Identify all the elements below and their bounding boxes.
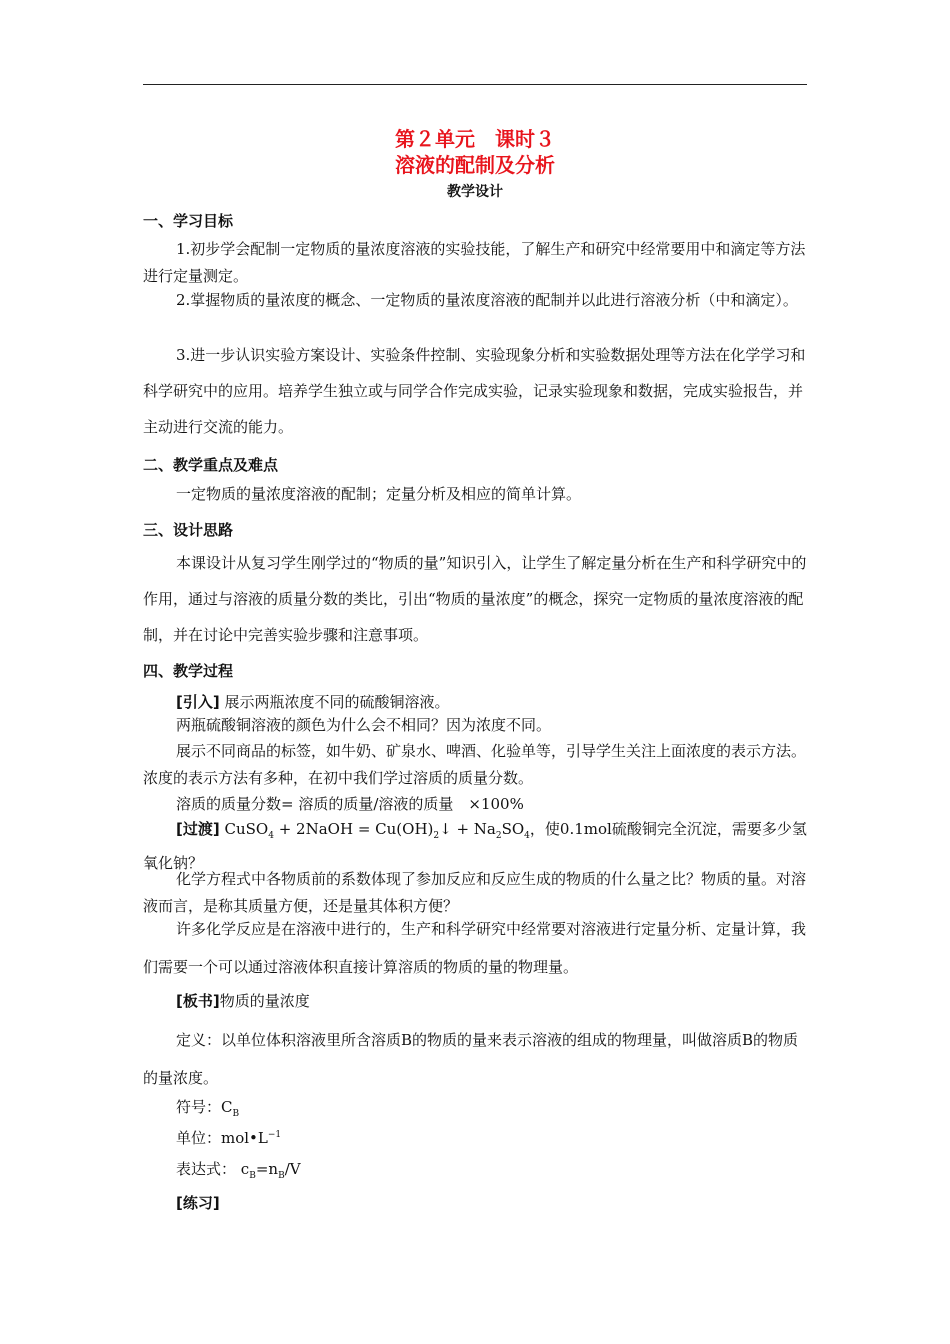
intro-text: 展示两瓶浓度不同的硫酸铜溶液。: [224, 693, 450, 711]
mass-fraction-formula: 溶质的质量分数= 溶质的质量/溶液的质量 ×100%: [176, 795, 524, 813]
objective-2: 2.掌握物质的量浓度的概念、一定物质的量浓度溶液的配制并以此进行溶液分析（中和滴定）。: [176, 291, 798, 309]
symbol-label: 符号：C: [176, 1098, 233, 1116]
expr-eq: =n: [255, 1160, 279, 1178]
eq-mid1: + 2NaOH = Cu(OH): [273, 820, 434, 838]
eq-sub-2: 2: [433, 831, 440, 841]
header-rule: [143, 84, 807, 85]
symbol-line: [176, 1096, 239, 1119]
expr-c: c: [240, 1160, 250, 1178]
board-tag: [板书]: [176, 992, 220, 1010]
coefficient-paragraph: 化学方程式中各物质前的系数体现了参加反应和反应生成的物质的什么量之比？物质的量。对溶液而言，是称其质量方便，还是量其体积方便？: [143, 870, 807, 915]
objective-3: 3.进一步认识实验方案设计、实验条件控制、实验现象分析和实验数据处理等方法在化学学习和科学研究中的应用。培养学生独立或与同学合作完成实验，记录实验现象和数据，完成实验报告，并主动进行交流的能力。: [143, 346, 806, 436]
expr-sub-2: B: [278, 1171, 285, 1181]
many-reactions-paragraph: 许多化学反应是在溶液中进行的，生产和科学研究中经常要对溶液进行定量分析、定量计算，我们需要一个可以通过溶液体积直接计算溶质的物质的量的物理量。: [143, 920, 807, 976]
eq-cuso: CuSO: [224, 820, 269, 838]
board-line: [176, 990, 310, 1011]
board-text: 物质的量浓度: [219, 992, 310, 1010]
expression-line: [176, 1158, 301, 1181]
eq-sub-4b: 4: [524, 831, 530, 841]
expr-sub-1: B: [249, 1171, 256, 1181]
section-heading-keypoints: 二、教学重点及难点: [143, 456, 279, 474]
eq-sub-2b: 2: [495, 831, 502, 841]
unit-label: 单位：mol•L: [176, 1129, 268, 1147]
keypoints-text: 一定物质的量浓度溶液的配制；定量分析及相应的简单计算。: [176, 485, 582, 503]
design-text: 本课设计从复习学生刚学过的“物质的量”知识引入，让学生了解定量分析在生产和科学研究中的作用，通过与溶液的质量分数的类比，引出“物质的量浓度”的概念，探究一定物质的量浓度溶液的配制，并在讨论中完善实验步骤和注意事项。: [143, 554, 807, 644]
intro-line: [176, 691, 450, 712]
page-subtitle-topic: 溶液的配制及分析: [395, 153, 555, 177]
practice-tag: [练习]: [176, 1194, 220, 1212]
color-question: 两瓶硫酸铜溶液的颜色为什么会不相同？因为浓度不同。: [176, 716, 552, 734]
definition-paragraph: 定义：以单位体积溶液里所含溶质B的物质的量来表示溶液的组成的物理量，叫做溶质B的物质的量浓度。: [143, 1031, 799, 1087]
objective-1: 1.初步学会配制一定物质的量浓度溶液的实验技能，了解生产和研究中经常要用中和滴定等方法进行定量测定。: [143, 240, 806, 285]
expr-label: 表达式：: [176, 1160, 237, 1178]
section-heading-design: 三、设计思路: [143, 521, 234, 539]
eq-tail: ，使0.1mol硫酸铜完全沉淀，需要多少氢氧化钠？: [143, 820, 807, 872]
page-title: 第２单元 课时３: [395, 127, 555, 151]
intro-tag: [引入]: [176, 693, 220, 711]
expr-tail: /V: [284, 1160, 301, 1178]
unit-line: [176, 1127, 281, 1148]
section-heading-process: 四、教学过程: [143, 662, 234, 680]
eq-so: SO: [501, 820, 525, 838]
unit-sup: −1: [267, 1130, 282, 1140]
eq-mid2: ↓ + Na: [439, 820, 496, 838]
section-heading-objectives: 一、学习目标: [143, 212, 234, 230]
transition-tag: [过渡]: [176, 820, 220, 838]
labels-paragraph: 展示不同商品的标签，如牛奶、矿泉水、啤酒、化验单等，引导学生关注上面浓度的表示方法。浓度的表示方法有多种，在初中我们学过溶质的质量分数。: [143, 742, 807, 787]
doc-type-label: 教学设计: [447, 184, 503, 200]
eq-sub-4a: 4: [268, 831, 274, 841]
symbol-sub: B: [232, 1109, 240, 1119]
